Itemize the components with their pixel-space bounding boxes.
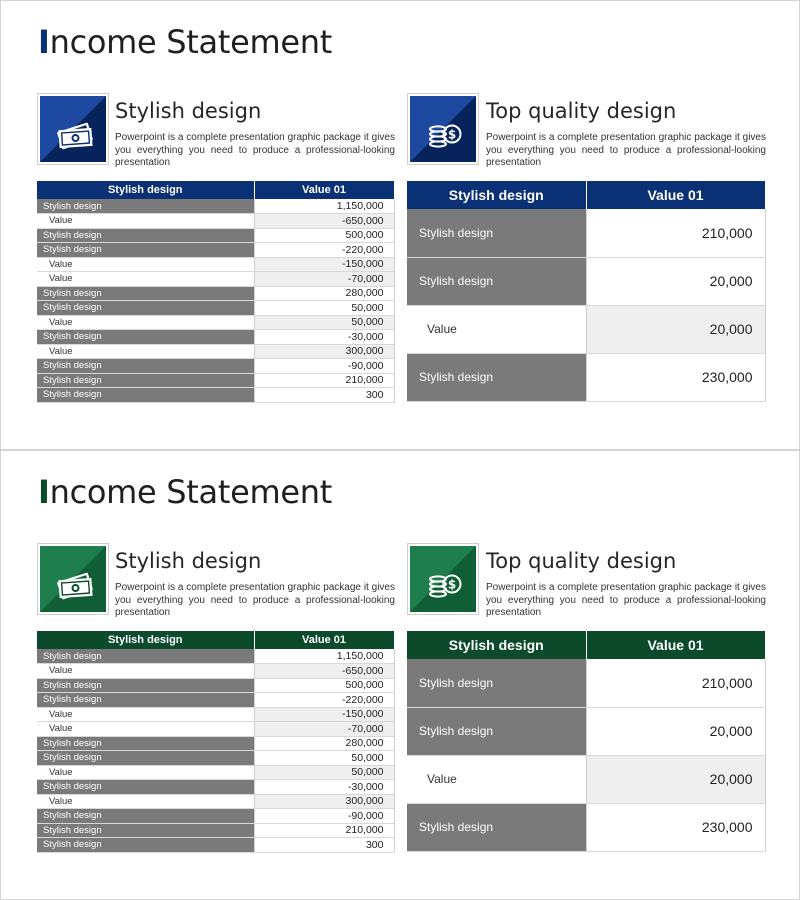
row-value: -650,000: [254, 214, 394, 229]
table-header-row: [407, 631, 765, 659]
row-value: 300: [254, 838, 394, 853]
table-row: [37, 214, 394, 229]
row-value: -30,000: [254, 330, 394, 345]
page-title: [38, 473, 332, 511]
header-value: Value 01: [586, 631, 765, 659]
feature-icon-box-left: [37, 543, 109, 615]
row-value: 1,150,000: [254, 199, 394, 214]
row-value: 300,000: [254, 344, 394, 359]
money-bill-icon: [40, 546, 106, 612]
table-row: [37, 315, 394, 330]
row-label: Value: [37, 664, 254, 679]
table-row: [37, 373, 394, 388]
row-value: -70,000: [254, 272, 394, 287]
feature-title-left: Stylish design: [115, 549, 262, 573]
row-value: 50,000: [254, 315, 394, 330]
large-data-table: [407, 631, 766, 852]
table-row: [37, 722, 394, 737]
table-header-row: [407, 181, 765, 209]
small-data-table: [37, 631, 395, 853]
row-value: 300,000: [254, 794, 394, 809]
table-row: [37, 344, 394, 359]
table-row: [407, 257, 765, 305]
coin-stack-icon: [410, 546, 476, 612]
row-value: 210,000: [586, 659, 765, 707]
feature-desc-right: Powerpoint is a complete presentation graphic package it gives you everything you need to produce a professional-looking presentation: [486, 582, 766, 618]
table-row: [37, 678, 394, 693]
row-label: Stylish design: [407, 803, 586, 851]
slide-green: [0, 450, 800, 900]
row-label: Value: [37, 765, 254, 780]
row-label: Value: [37, 344, 254, 359]
svg-text:$: $: [447, 127, 457, 142]
row-value: 20,000: [586, 305, 765, 353]
row-label: Stylish design: [407, 659, 586, 707]
header-value: Value 01: [586, 181, 765, 209]
table-header-row: [37, 631, 394, 649]
row-label: Value: [37, 315, 254, 330]
header-label: Stylish design: [407, 631, 586, 659]
table-row: [37, 823, 394, 838]
row-label: Stylish design: [37, 809, 254, 824]
table-row: [37, 330, 394, 345]
header-value: Value 01: [254, 631, 394, 649]
row-value: 20,000: [586, 257, 765, 305]
row-value: 50,000: [254, 765, 394, 780]
row-value: 1,150,000: [254, 649, 394, 664]
row-label: Stylish design: [407, 257, 586, 305]
table-row: [37, 228, 394, 243]
row-value: 500,000: [254, 228, 394, 243]
row-value: 280,000: [254, 736, 394, 751]
table-row: [37, 664, 394, 679]
feature-desc-left: Powerpoint is a complete presentation graphic package it gives you everything you need to produce a professional-looking presentation: [115, 582, 395, 618]
row-value: 20,000: [586, 707, 765, 755]
row-value: 210,000: [254, 373, 394, 388]
feature-icon-box-right: [407, 93, 479, 165]
table-row: [37, 736, 394, 751]
row-value: 230,000: [586, 353, 765, 401]
table-row: [37, 693, 394, 708]
row-value: -150,000: [254, 257, 394, 272]
header-label: Stylish design: [37, 631, 254, 649]
row-label: Stylish design: [37, 751, 254, 766]
title-initial: I: [38, 473, 50, 511]
table-row: [37, 751, 394, 766]
row-label: Stylish design: [37, 736, 254, 751]
page-title: [38, 23, 332, 61]
table-row: [407, 305, 765, 353]
row-value: 280,000: [254, 286, 394, 301]
row-label: Stylish design: [407, 209, 586, 257]
table-row: [37, 388, 394, 403]
table-row: [37, 838, 394, 853]
row-value: -90,000: [254, 359, 394, 374]
row-label: Stylish design: [37, 301, 254, 316]
row-value: 230,000: [586, 803, 765, 851]
table-row: [407, 803, 765, 851]
row-label: Stylish design: [37, 228, 254, 243]
table-row: [37, 286, 394, 301]
row-label: Stylish design: [37, 286, 254, 301]
row-value: 50,000: [254, 301, 394, 316]
row-value: -90,000: [254, 809, 394, 824]
row-value: 210,000: [586, 209, 765, 257]
row-label: Stylish design: [37, 330, 254, 345]
table-row: [37, 272, 394, 287]
table-row: [37, 301, 394, 316]
row-label: Stylish design: [407, 707, 586, 755]
table-row: [407, 755, 765, 803]
row-value: -70,000: [254, 722, 394, 737]
row-label: Stylish design: [37, 373, 254, 388]
row-label: Stylish design: [37, 838, 254, 853]
row-value: -220,000: [254, 693, 394, 708]
row-value: -150,000: [254, 707, 394, 722]
row-value: 210,000: [254, 823, 394, 838]
row-label: Value: [37, 794, 254, 809]
table-row: [407, 707, 765, 755]
table-row: [37, 809, 394, 824]
row-label: Stylish design: [37, 388, 254, 403]
coin-stack-icon: [410, 96, 476, 162]
table-row: [37, 199, 394, 214]
svg-text:$: $: [447, 577, 457, 592]
row-label: Value: [37, 707, 254, 722]
money-bill-icon: [40, 96, 106, 162]
row-value: 500,000: [254, 678, 394, 693]
row-value: 300: [254, 388, 394, 403]
small-data-table: [37, 181, 395, 403]
row-label: Stylish design: [37, 823, 254, 838]
title-initial: I: [38, 23, 50, 61]
table-row: [37, 794, 394, 809]
table-row: [37, 649, 394, 664]
row-label: Stylish design: [37, 693, 254, 708]
row-label: Stylish design: [37, 243, 254, 258]
feature-icon-box-left: [37, 93, 109, 165]
row-value: 20,000: [586, 755, 765, 803]
table-header-row: [37, 181, 394, 199]
table-row: [37, 243, 394, 258]
row-label: Stylish design: [37, 678, 254, 693]
row-label: Stylish design: [37, 780, 254, 795]
header-label: Stylish design: [37, 181, 254, 199]
row-value: -220,000: [254, 243, 394, 258]
row-label: Value: [407, 755, 586, 803]
header-value: Value 01: [254, 181, 394, 199]
row-label: Stylish design: [37, 359, 254, 374]
table-row: [37, 257, 394, 272]
feature-title-right: Top quality design: [486, 99, 677, 123]
row-value: -650,000: [254, 664, 394, 679]
row-label: Stylish design: [37, 199, 254, 214]
feature-desc-right: Powerpoint is a complete presentation graphic package it gives you everything you need to produce a professional-looking presentation: [486, 132, 766, 168]
table-row: [407, 209, 765, 257]
feature-title-right: Top quality design: [486, 549, 677, 573]
table-row: [37, 359, 394, 374]
table-row: [37, 780, 394, 795]
row-label: Stylish design: [407, 353, 586, 401]
large-data-table: [407, 181, 766, 402]
row-label: Value: [37, 272, 254, 287]
row-value: -30,000: [254, 780, 394, 795]
feature-title-left: Stylish design: [115, 99, 262, 123]
row-label: Value: [407, 305, 586, 353]
row-label: Value: [37, 257, 254, 272]
table-row: [37, 707, 394, 722]
feature-desc-left: Powerpoint is a complete presentation graphic package it gives you everything you need to produce a professional-looking presentation: [115, 132, 395, 168]
row-label: Value: [37, 722, 254, 737]
row-label: Value: [37, 214, 254, 229]
title-rest: ncome Statement: [49, 473, 332, 511]
header-label: Stylish design: [407, 181, 586, 209]
title-rest: ncome Statement: [49, 23, 332, 61]
feature-icon-box-right: [407, 543, 479, 615]
table-row: [37, 765, 394, 780]
table-row: [407, 659, 765, 707]
row-label: Stylish design: [37, 649, 254, 664]
row-value: 50,000: [254, 751, 394, 766]
table-row: [407, 353, 765, 401]
